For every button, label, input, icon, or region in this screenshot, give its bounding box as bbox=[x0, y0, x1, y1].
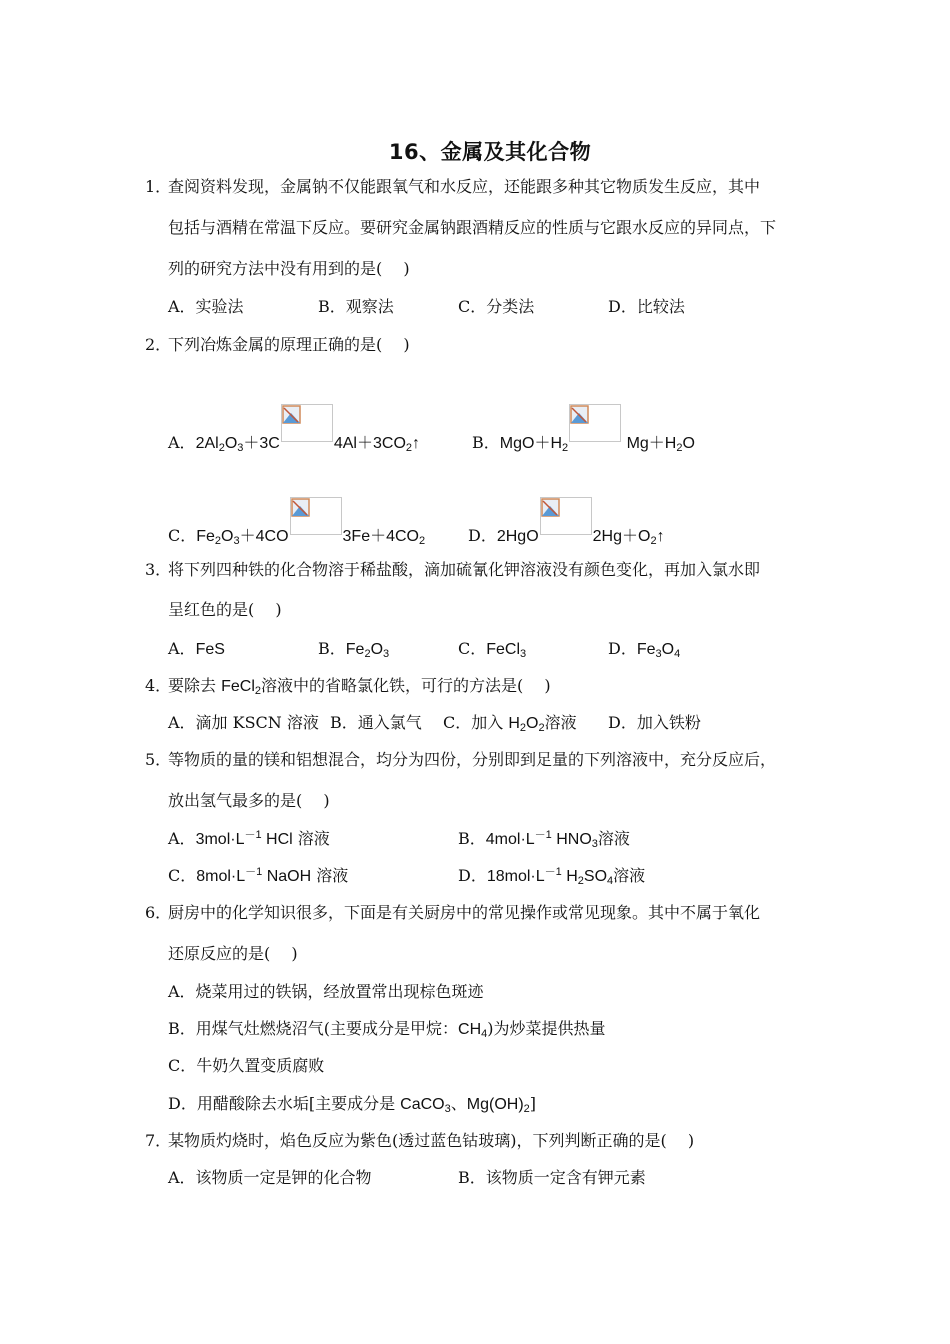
option-a: A．FeS bbox=[168, 639, 225, 658]
question-stem-line: 还原反应的是( ) bbox=[168, 944, 298, 963]
option-c: C．牛奶久置变质腐败 bbox=[168, 1056, 325, 1075]
option-d: D．$Fe_3O_4$ bbox=[608, 639, 681, 660]
question-number: 2． bbox=[145, 335, 172, 354]
option-c: C．加入 $H_2O_2$溶液 bbox=[443, 713, 577, 734]
question-stem-line: 放出氢气最多的是( ) bbox=[168, 791, 330, 810]
question-number: 5． bbox=[145, 750, 172, 769]
option-b: B．$MgO+H_2$ $Mg+H_2O$ bbox=[472, 404, 695, 455]
question-stem-line: 等物质的量的镁和铝想混合，均分为四份，分别即到足量的下列溶液中，充分反应后， bbox=[168, 750, 777, 769]
question-stem: 某物质灼烧时，焰色反应为紫色(透过蓝色钴玻璃)，下列判断正确的是( ) bbox=[168, 1131, 695, 1150]
option-b: B．通入氯气 bbox=[330, 713, 422, 732]
option-a: A．$2Al_2O_3+3C$ $4Al+3CO_2↑$ bbox=[168, 404, 420, 455]
broken-image-icon bbox=[569, 404, 621, 442]
question-stem: 下列冶炼金属的原理正确的是( ) bbox=[168, 335, 410, 354]
broken-image-icon bbox=[281, 404, 333, 442]
option-c: C．FeCl$_3$ bbox=[458, 639, 527, 660]
option-a: A．烧菜用过的铁锅，经放置常出现棕色斑迹 bbox=[168, 982, 484, 1001]
option-d: D．加入铁粉 bbox=[608, 713, 701, 732]
option-b: B．观察法 bbox=[318, 297, 394, 316]
option-b: B．$Fe_2O_3$ bbox=[318, 639, 390, 660]
option-c: C．$8mol\cdot L^{-1}$ NaOH 溶液 bbox=[168, 866, 349, 885]
question-stem-line: 包括与酒精在常温下反应。要研究金属钠跟酒精反应的性质与它跟水反应的异同点，下 bbox=[168, 218, 777, 237]
page-title: 16、金属及其化合物 bbox=[388, 140, 592, 164]
question-number: 1． bbox=[145, 177, 172, 196]
broken-image-icon bbox=[540, 497, 592, 535]
option-a: A．该物质一定是钾的化合物 bbox=[168, 1168, 372, 1187]
option-b: B．用煤气灶燃烧沼气(主要成分是甲烷：$CH_4$)为炒菜提供热量 bbox=[168, 1019, 606, 1040]
question-stem-line: 呈红色的是( ) bbox=[168, 600, 282, 619]
question-stem-line: 查阅资料发现，金属钠不仅能跟氧气和水反应，还能跟多种其它物质发生反应，其中 bbox=[168, 177, 761, 196]
broken-image-icon bbox=[290, 497, 342, 535]
option-b: B．该物质一定含有钾元素 bbox=[458, 1168, 646, 1187]
question-number: 4． bbox=[145, 676, 172, 695]
option-d: D．2HgO $2Hg+O_2↑$ bbox=[468, 497, 665, 548]
option-d: D．$18mol\cdot L^{-1}$ $H_2SO_4$溶液 bbox=[458, 866, 646, 887]
option-b: B．$4mol\cdot L^{-1}$ $HNO_3$溶液 bbox=[458, 829, 630, 850]
option-d: D．用醋酸除去水垢[主要成分是 CaCO$_3$、$Mg(OH)_2$] bbox=[168, 1094, 537, 1115]
option-a: A．$3mol\cdot L^{-1}$ HCl 溶液 bbox=[168, 829, 330, 848]
option-c: C．$Fe_2O_3+4CO$ $3Fe+4CO_2$ bbox=[168, 497, 425, 548]
question-stem-line: 列的研究方法中没有用到的是( ) bbox=[168, 259, 410, 278]
option-c: C．分类法 bbox=[458, 297, 535, 316]
question-stem-line: 厨房中的化学知识很多，下面是有关厨房中的常见操作或常见现象。其中不属于氧化 bbox=[168, 903, 761, 922]
option-d: D．比较法 bbox=[608, 297, 685, 316]
option-a: A．滴加 KSCN 溶液 bbox=[168, 713, 319, 732]
question-number: 7． bbox=[145, 1131, 172, 1150]
question-stem-line: 将下列四种铁的化合物溶于稀盐酸，滴加硫氰化钾溶液没有颜色变化，再加入氯水即 bbox=[168, 560, 761, 579]
question-stem: 要除去 FeCl$_2$溶液中的省略氯化铁，可行的方法是( ) bbox=[168, 676, 551, 697]
question-number: 6． bbox=[145, 903, 172, 922]
question-number: 3． bbox=[145, 560, 172, 579]
option-a: A．实验法 bbox=[168, 297, 244, 316]
